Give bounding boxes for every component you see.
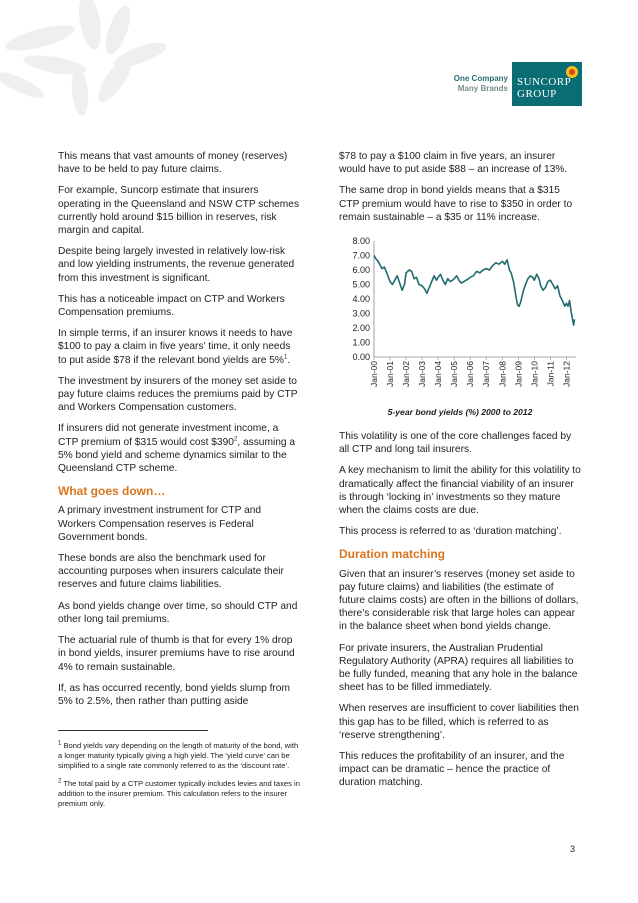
paragraph: $78 to pay a $100 claim in five years, an insurer would have to put aside $88 – an increase of 13%. — [339, 151, 568, 176]
chart-title: 5-year bond yields (%) 2000 to 2012 — [387, 407, 533, 417]
paragraph: As bond yields change over time, so should CTP and other long tail premiums. — [58, 600, 298, 625]
x-tick-label: Jan-10 — [529, 361, 540, 387]
paragraph: Given that an insurer’s reserves (money set aside to pay future claims) and liabilities (the estimate of future claims costs) are often in the billions of dollars, there’s considerable risk that large holes can appear in the balance sheet when bond yields change. — [339, 568, 579, 633]
x-tick-label: Jan-12 — [561, 361, 572, 387]
paragraph: For private insurers, the Australian Prudential Regulatory Authority (APRA) requires all liabilities to be fully funded, meaning that any hole in the balance sheet has to be filled immediately. — [339, 642, 578, 694]
y-tick-label: 1.00 — [352, 337, 370, 348]
x-tick-label: Jan-00 — [369, 361, 379, 387]
paragraph: This reduces the profitability of an insurer, and the impact can be dramatic – hence the practice of duration matching. — [339, 751, 565, 789]
logo-name-1: SUNCORP — [517, 76, 572, 88]
paragraph: A primary investment instrument for CTP and Workers Compensation reserves is Federal Government bonds. — [58, 505, 262, 543]
x-tick-label: Jan-07 — [481, 361, 492, 387]
paragraph: This process is referred to as ‘duration matching’. — [339, 526, 562, 538]
footnote-text: Bond yields vary depending on the length of maturity of the bond, with a longer maturity typically giving a high yield. The ‘yield curve’ can be simplified to a single rate commonly referred to as the ‘discount rate’. — [58, 741, 299, 770]
series-line — [374, 256, 574, 326]
x-tick-label: Jan-02 — [401, 361, 412, 387]
left-column — [58, 150, 300, 716]
logo-tagline — [450, 74, 508, 94]
logo-name-2: GROUP — [517, 88, 557, 100]
paragraph-text: If insurers did not generate investment income, a CTP premium of $315 would cost $390 — [58, 423, 279, 448]
paragraph: The investment by insurers of the money set aside to pay future claims reduces the premiums paid by CTP and Workers Compensation customers. — [58, 375, 298, 414]
x-tick-label: Jan-05 — [449, 361, 460, 387]
paragraph: This volatility is one of the core challenges faced by all CTP and long tail insurers. — [339, 431, 572, 456]
footnote-number: 2 — [58, 778, 62, 785]
paragraph-text: , assuming a 5% bond yield and scheme dynamics similar to the Queensland CTP scheme. — [58, 436, 296, 475]
y-tick-label: 6.00 — [352, 265, 370, 275]
chart-canvas — [336, 226, 586, 426]
footnote — [58, 779, 300, 809]
paragraph-with-footnote — [58, 422, 300, 475]
logo-box — [512, 62, 582, 106]
footnote-ref: 2 — [233, 436, 238, 443]
logo-tagline-1: One Company — [453, 74, 508, 83]
paragraph-text: . — [287, 354, 291, 366]
y-tick-label: 3.00 — [352, 308, 370, 319]
paragraph: If, as has occurred recently, bond yields slump from 5% to 2.5%, then rather than putting aside — [58, 682, 290, 707]
y-tick-label: 5.00 — [352, 279, 370, 290]
x-tick-label: Jan-09 — [513, 361, 524, 387]
paragraph: These bonds are also the benchmark used for accounting purposes when insurers calculate their reserves and future claims liabilities. — [58, 553, 284, 591]
x-tick-label: Jan-04 — [433, 361, 444, 387]
paragraph-with-footnote — [58, 327, 300, 367]
right-column-lower — [339, 430, 581, 798]
paragraph: For example, Suncorp estimate that insurers operating in the Queensland and NSW CTP schemes currently hold around $15 billion in reserves, risk margin and capital. — [58, 185, 300, 237]
paragraph: Despite being largely invested in relatively low-risk and low yielding instruments, the revenue generated from this investment is significant. — [58, 246, 295, 284]
section-heading: What goes down… — [58, 484, 166, 499]
footnote-text: The total paid by a CTP customer typically includes levies and taxes in addition to the insurer premium. This calculation refers to the insurer premium only. — [58, 779, 300, 808]
bond-yield-chart — [336, 226, 586, 426]
page-number: 3 — [570, 844, 576, 854]
x-tick-label: Jan-11 — [545, 361, 556, 387]
suncorp-logo — [450, 62, 582, 106]
section-heading: Duration matching — [339, 547, 446, 562]
paragraph: This means that vast amounts of money (reserves) have to be held to pay future claims. — [58, 151, 288, 176]
x-tick-label: Jan-06 — [465, 361, 476, 387]
paragraph-text: In simple terms, if an insurer knows it needs to have $100 to pay a claim in five years’ time, it only needs to put aside $78 if the relevant bond yields are 5% — [58, 328, 293, 366]
paragraph: A key mechanism to limit the ability for this volatility to dramatically affect the financial viability of an insurer is through ‘locking in’ investments so they mature when the claims costs are due. — [339, 465, 581, 517]
y-tick-label: 7.00 — [352, 250, 370, 261]
decorative-petals — [0, 0, 260, 120]
footnote-number: 1 — [58, 740, 62, 747]
x-tick-label: Jan-08 — [497, 361, 508, 387]
paragraph: The actuarial rule of thumb is that for every 1% drop in bond yields, insurer premiums have to rise around 4% to remain sustainable. — [58, 635, 295, 673]
footnote-divider — [58, 730, 208, 731]
y-tick-label: 8.00 — [352, 236, 370, 246]
paragraph: This has a noticeable impact on CTP and Workers Compensation premiums. — [58, 293, 285, 319]
y-tick-label: 2.00 — [352, 323, 370, 333]
right-column-upper — [339, 150, 581, 232]
logo-tagline-2: Many Brands — [457, 84, 508, 93]
footnote — [58, 741, 300, 771]
x-tick-label: Jan-03 — [417, 361, 428, 387]
y-tick-label: 4.00 — [352, 294, 370, 304]
paragraph: When reserves are insufficient to cover liabilities then this gap has to be filled, which is referred to as ‘reserve strengthening’. — [339, 703, 579, 741]
paragraph: The same drop in bond yields means that a $315 CTP premium would have to rise to $350 in order to remain sustainable – a $35 or 11% increase. — [339, 185, 573, 223]
x-tick-label: Jan-01 — [385, 361, 396, 387]
footnotes — [58, 730, 300, 817]
footnote-ref: 1 — [283, 354, 288, 361]
y-tick-label: 0.00 — [352, 352, 370, 362]
